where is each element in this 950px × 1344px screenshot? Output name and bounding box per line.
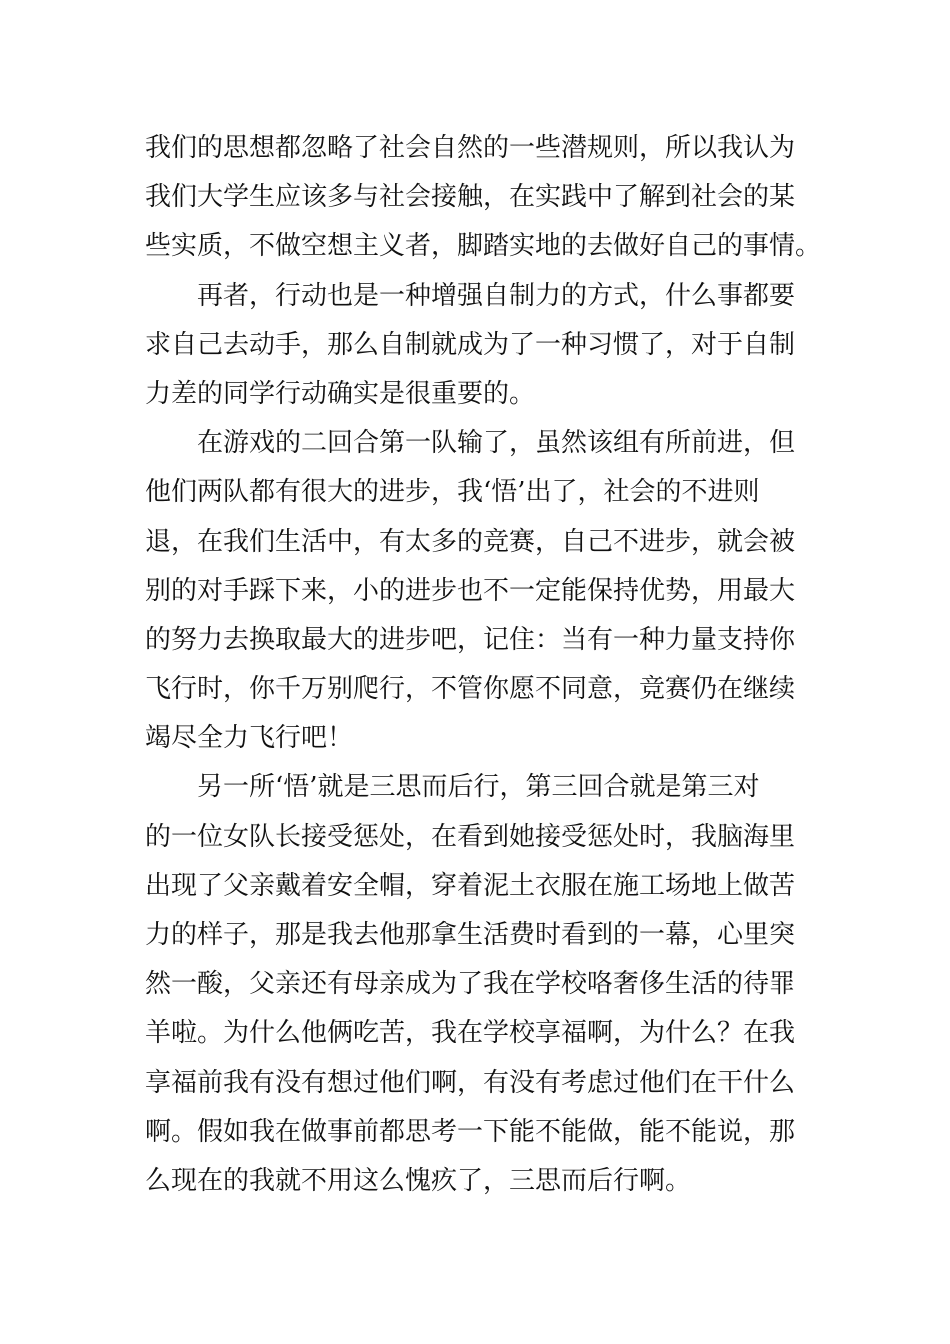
text-line: 在游戏的二回合第一队输了，虽然该组有所前进，但 — [197, 428, 796, 459]
paragraph — [145, 763, 815, 1206]
text-line: 求自己去动手，那么自制就成为了一种习惯了，对于自制 — [145, 329, 796, 360]
text-line: 然一酸，父亲还有母亲成为了我在学校咯奢侈生活的待罪 — [145, 969, 796, 1000]
text-line: 我们大学生应该多与社会接触，在实践中了解到社会的某 — [145, 182, 796, 213]
text-line: 么现在的我就不用这么愧疚了，三思而后行啊。 — [145, 1165, 692, 1196]
text-line: 的努力去换取最大的进步吧，记住：当有一种力量支持你 — [145, 624, 796, 655]
text-line: 另一所‘悟’就是三思而后行，第三回合就是第三对 — [197, 772, 760, 803]
text-line: 啊。假如我在做事前都思考一下能不能做，能不能说，那 — [145, 1116, 796, 1147]
text-line: 别的对手踩下来，小的进步也不一定能保持优势，用最大 — [145, 575, 796, 606]
document-body — [145, 124, 822, 1206]
text-line: 再者，行动也是一种增强自制力的方式，什么事都要 — [197, 280, 796, 311]
text-line: 享福前我有没有想过他们啊，有没有考虑过他们在干什么 — [145, 1067, 796, 1098]
text-line: 力差的同学行动确实是很重要的。 — [145, 378, 536, 409]
text-line: 退，在我们生活中，有太多的竞赛，自己不进步，就会被 — [145, 526, 796, 557]
text-line: 羊啦。为什么他俩吃苦，我在学校享福啊，为什么？在我 — [145, 1018, 796, 1049]
text-line: 飞行时，你千万别爬行，不管你愿不同意，竞赛仍在继续 — [145, 674, 796, 705]
text-line: 的一位女队长接受惩处，在看到她接受惩处时，我脑海里 — [145, 821, 796, 852]
paragraph — [145, 124, 822, 272]
text-line: 竭尽全力飞行吧！ — [145, 723, 354, 754]
paragraph — [145, 272, 815, 420]
text-line: 力的样子，那是我去他那拿生活费时看到的一幕，心里突 — [145, 920, 796, 950]
paragraph — [145, 419, 815, 763]
text-line: 些实质，不做空想主义者，脚踏实地的去做好自己的事情。 — [145, 231, 822, 262]
text-line: 他们两队都有很大的进步，我‘悟’出了，社会的不进则 — [145, 477, 760, 508]
text-line: 我们的思想都忽略了社会自然的一些潜规则，所以我认为 — [145, 133, 796, 163]
text-line: 出现了父亲戴着安全帽，穿着泥土衣服在施工场地上做苦 — [145, 870, 796, 901]
